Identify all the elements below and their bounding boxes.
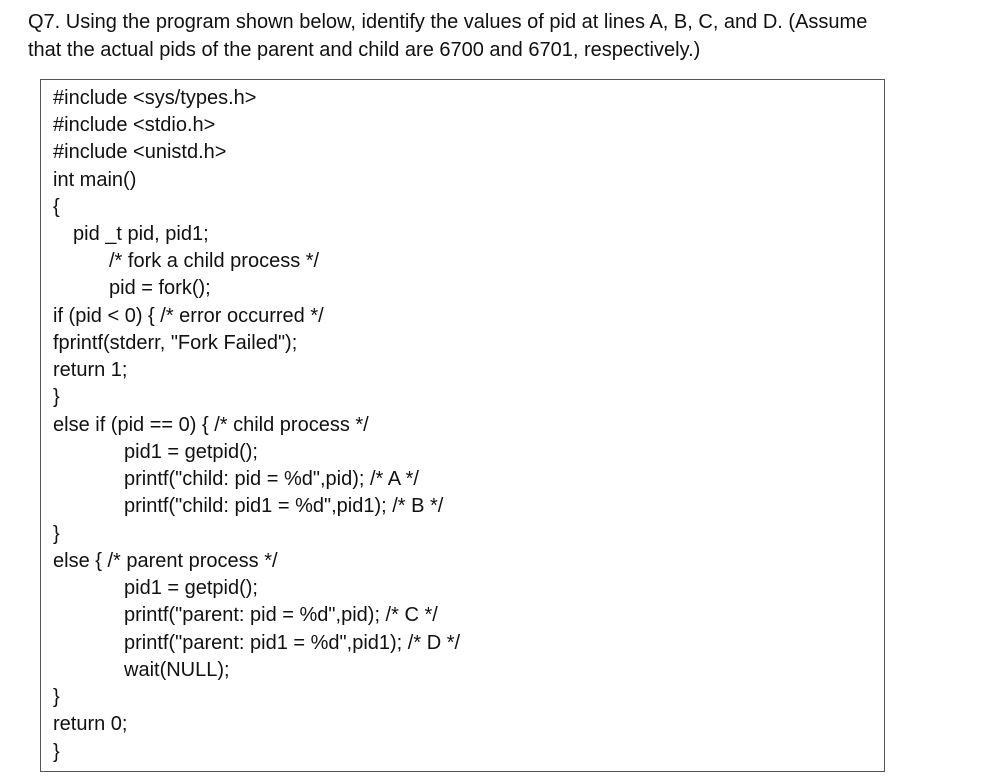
code-line-14: pid1 = getpid();	[124, 441, 258, 463]
code-line-22: wait(NULL);	[124, 659, 230, 681]
question-text	[28, 8, 988, 64]
code-line-20: printf("parent: pid = %d",pid); /* C */	[124, 604, 438, 626]
code-line-7: /* fork a child process */	[109, 250, 320, 272]
question-line-1: Q7. Using the program shown below, identify the values of pid at lines A, B, C, and D. (Assume	[28, 11, 868, 33]
code-line-3: #include <unistd.h>	[53, 141, 227, 163]
code-line-16: printf("child: pid1 = %d",pid1); /* B */	[124, 495, 444, 517]
code-listing-box	[40, 79, 885, 772]
code-line-12: }	[53, 386, 60, 408]
code-line-15: printf("child: pid = %d",pid); /* A */	[124, 468, 419, 490]
code-line-9: if (pid < 0) { /* error occurred */	[53, 305, 324, 327]
code-line-5: {	[53, 196, 60, 218]
code-line-13: else if (pid == 0) { /* child process */	[53, 414, 369, 436]
code-line-25: }	[53, 741, 60, 763]
code-line-17: }	[53, 523, 60, 545]
code-line-8: pid = fork();	[109, 277, 211, 299]
code-line-11: return 1;	[53, 359, 128, 381]
code-line-21: printf("parent: pid1 = %d",pid1); /* D */	[124, 632, 461, 654]
code-line-24: return 0;	[53, 713, 128, 735]
question-line-2: that the actual pids of the parent and child are 6700 and 6701, respectively.)	[28, 39, 701, 61]
code-line-2: #include <stdio.h>	[53, 114, 216, 136]
code-line-1: #include <sys/types.h>	[53, 87, 257, 109]
code-line-4: int main()	[53, 169, 137, 191]
code-line-19: pid1 = getpid();	[124, 577, 258, 599]
code-line-10: fprintf(stderr, "Fork Failed");	[53, 332, 298, 354]
code-line-18: else { /* parent process */	[53, 550, 278, 572]
code-line-23: }	[53, 686, 60, 708]
code-line-6: pid _t pid, pid1;	[73, 223, 209, 245]
